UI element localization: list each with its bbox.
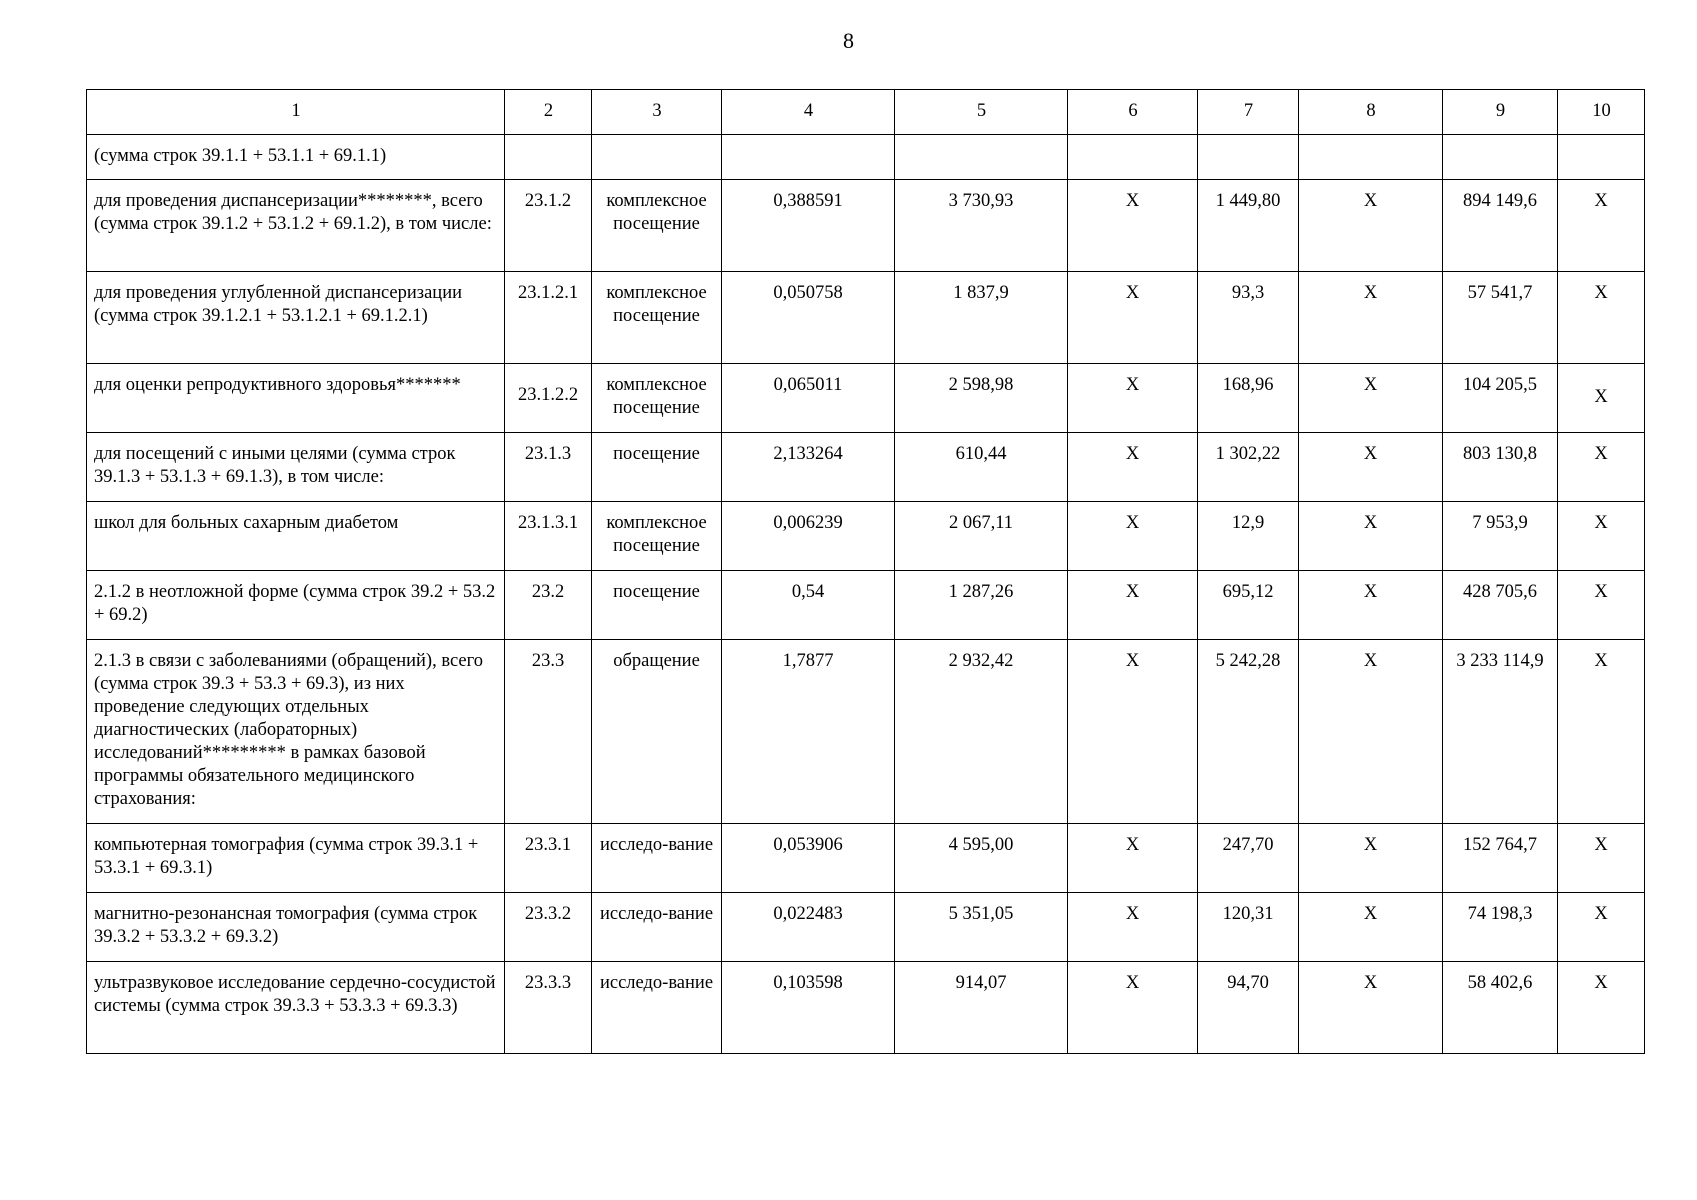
row-code — [505, 135, 592, 180]
row-code: 23.1.3 — [505, 433, 592, 502]
table-row — [87, 824, 1645, 893]
row-unit: посещение — [592, 571, 722, 640]
row-unit: комплексное посещение — [592, 180, 722, 272]
header-cell: 5 — [895, 90, 1068, 135]
table-cell — [1558, 364, 1645, 433]
row-code: 23.1.2 — [505, 180, 592, 272]
table-cell: Х — [1068, 180, 1198, 272]
table-cell: Х — [1068, 893, 1198, 962]
table-cell — [1558, 135, 1645, 180]
row-label: ультразвуковое исследование сердечно-сосудистой системы (сумма строк 39.3.3 + 53.3.3 + 69.3.3) — [87, 962, 505, 1054]
table-cell: 104 205,5 — [1443, 364, 1558, 433]
row-code: 23.1.2.1 — [505, 272, 592, 364]
table-cell: 3 233 114,9 — [1443, 640, 1558, 824]
table-cell: 0,050758 — [722, 272, 895, 364]
table-cell: Х — [1558, 893, 1645, 962]
table-cell: Х — [1068, 502, 1198, 571]
table-row — [87, 571, 1645, 640]
header-cell: 2 — [505, 90, 592, 135]
table-cell: 1 302,22 — [1198, 433, 1299, 502]
table-cell: Х — [1558, 502, 1645, 571]
table-cell: Х — [1068, 640, 1198, 824]
table-cell: Х — [1558, 433, 1645, 502]
table-cell: Х — [1299, 962, 1443, 1054]
cell-text: Х — [1594, 387, 1608, 407]
table-cell: 2 598,98 — [895, 364, 1068, 433]
table-cell: 0,022483 — [722, 893, 895, 962]
table-cell: 2,133264 — [722, 433, 895, 502]
table-cell: 2 067,11 — [895, 502, 1068, 571]
header-cell: 1 — [87, 90, 505, 135]
table-cell: 0,006239 — [722, 502, 895, 571]
row-code: 23.1.3.1 — [505, 502, 592, 571]
row-label: для проведения углубленной диспансеризации (сумма строк 39.1.2.1 + 53.1.2.1 + 69.1.2.1) — [87, 272, 505, 364]
row-label: для оценки репродуктивного здоровья******* — [87, 364, 505, 433]
table-cell: 2 932,42 — [895, 640, 1068, 824]
table-cell: 0,053906 — [722, 824, 895, 893]
table-cell: Х — [1299, 272, 1443, 364]
table-row — [87, 272, 1645, 364]
table-cell: Х — [1068, 962, 1198, 1054]
row-unit: исследо-вание — [592, 893, 722, 962]
table-cell: Х — [1558, 180, 1645, 272]
table-cell — [1443, 135, 1558, 180]
table-row — [87, 962, 1645, 1054]
table-cell: Х — [1299, 364, 1443, 433]
table-cell: 7 953,9 — [1443, 502, 1558, 571]
row-code: 23.3.1 — [505, 824, 592, 893]
table-cell — [1299, 135, 1443, 180]
table-cell — [722, 135, 895, 180]
table-cell: 1,7877 — [722, 640, 895, 824]
table-cell: 74 198,3 — [1443, 893, 1558, 962]
table-cell: 94,70 — [1198, 962, 1299, 1054]
table-cell: 0,065011 — [722, 364, 895, 433]
row-label: для проведения диспансеризации********, всего (сумма строк 39.1.2 + 53.1.2 + 69.1.2), в том числе: — [87, 180, 505, 272]
table-cell: 168,96 — [1198, 364, 1299, 433]
table-cell: Х — [1558, 962, 1645, 1054]
table-cell: Х — [1068, 364, 1198, 433]
table-row — [87, 433, 1645, 502]
table-cell: 1 837,9 — [895, 272, 1068, 364]
table-cell: Х — [1299, 824, 1443, 893]
table-cell: 0,54 — [722, 571, 895, 640]
table-cell: Х — [1068, 433, 1198, 502]
table-cell — [1068, 135, 1198, 180]
table-cell: 120,31 — [1198, 893, 1299, 962]
table-cell: 152 764,7 — [1443, 824, 1558, 893]
table-cell: Х — [1558, 824, 1645, 893]
row-label: компьютерная томография (сумма строк 39.3.1 + 53.3.1 + 69.3.1) — [87, 824, 505, 893]
row-label: 2.1.3 в связи с заболеваниями (обращений), всего (сумма строк 39.3 + 53.3 + 69.3), из них проведение следующих отдельных диагностических (лабораторных) исследований********* в рамках базовой программы обязательного медицинского страхования: — [87, 640, 505, 824]
row-unit — [592, 135, 722, 180]
row-unit: комплексное посещение — [592, 272, 722, 364]
table-cell: Х — [1558, 640, 1645, 824]
row-code: 23.3 — [505, 640, 592, 824]
header-cell: 8 — [1299, 90, 1443, 135]
table-cell: Х — [1068, 571, 1198, 640]
row-unit: исследо-вание — [592, 962, 722, 1054]
table-cell: 5 242,28 — [1198, 640, 1299, 824]
row-label: для посещений с иными целями (сумма строк 39.1.3 + 53.1.3 + 69.1.3), в том числе: — [87, 433, 505, 502]
table-cell: Х — [1299, 640, 1443, 824]
table-cell: Х — [1299, 433, 1443, 502]
header-cell: 10 — [1558, 90, 1645, 135]
row-label: 2.1.2 в неотложной форме (сумма строк 39.2 + 53.2 + 69.2) — [87, 571, 505, 640]
table-cell: 914,07 — [895, 962, 1068, 1054]
header-cell: 3 — [592, 90, 722, 135]
table-cell: 1 287,26 — [895, 571, 1068, 640]
table-row — [87, 893, 1645, 962]
row-label: школ для больных сахарным диабетом — [87, 502, 505, 571]
table-header-row — [87, 90, 1645, 135]
table-cell: Х — [1558, 272, 1645, 364]
row-label: (сумма строк 39.1.1 + 53.1.1 + 69.1.1) — [87, 135, 505, 180]
table-cell: 610,44 — [895, 433, 1068, 502]
row-unit: посещение — [592, 433, 722, 502]
row-label: магнитно-резонансная томография (сумма строк 39.3.2 + 53.3.2 + 69.3.2) — [87, 893, 505, 962]
table-cell: 4 595,00 — [895, 824, 1068, 893]
table-cell: Х — [1299, 180, 1443, 272]
table-cell — [1198, 135, 1299, 180]
row-code — [505, 364, 592, 433]
table-cell: Х — [1299, 502, 1443, 571]
page-number: 8 — [843, 28, 854, 53]
row-code: 23.2 — [505, 571, 592, 640]
table-row — [87, 135, 1645, 180]
table-cell: 3 730,93 — [895, 180, 1068, 272]
table-cell: 894 149,6 — [1443, 180, 1558, 272]
row-code: 23.3.3 — [505, 962, 592, 1054]
table-cell: 5 351,05 — [895, 893, 1068, 962]
table-cell: 0,103598 — [722, 962, 895, 1054]
table-cell: 12,9 — [1198, 502, 1299, 571]
table-cell: 58 402,6 — [1443, 962, 1558, 1054]
table-cell: 0,388591 — [722, 180, 895, 272]
row-unit: обращение — [592, 640, 722, 824]
header-cell: 9 — [1443, 90, 1558, 135]
data-table — [86, 89, 1645, 1054]
table-cell: Х — [1068, 824, 1198, 893]
table-cell: Х — [1558, 571, 1645, 640]
table-cell: 428 705,6 — [1443, 571, 1558, 640]
header-cell: 7 — [1198, 90, 1299, 135]
table-cell: 695,12 — [1198, 571, 1299, 640]
row-code-text: 23.1.2.2 — [517, 385, 579, 405]
table-cell: 57 541,7 — [1443, 272, 1558, 364]
table-cell: 1 449,80 — [1198, 180, 1299, 272]
table-row — [87, 364, 1645, 433]
row-unit: комплексное посещение — [592, 502, 722, 571]
row-unit: исследо-вание — [592, 824, 722, 893]
table-cell: Х — [1299, 571, 1443, 640]
row-code: 23.3.2 — [505, 893, 592, 962]
table-row — [87, 502, 1645, 571]
table-cell: 803 130,8 — [1443, 433, 1558, 502]
table-cell: 93,3 — [1198, 272, 1299, 364]
table-row — [87, 640, 1645, 824]
table-cell: Х — [1299, 893, 1443, 962]
table-row — [87, 180, 1645, 272]
row-unit: комплексное посещение — [592, 364, 722, 433]
table-cell — [895, 135, 1068, 180]
header-cell: 6 — [1068, 90, 1198, 135]
table-cell: Х — [1068, 272, 1198, 364]
table-cell: 247,70 — [1198, 824, 1299, 893]
header-cell: 4 — [722, 90, 895, 135]
